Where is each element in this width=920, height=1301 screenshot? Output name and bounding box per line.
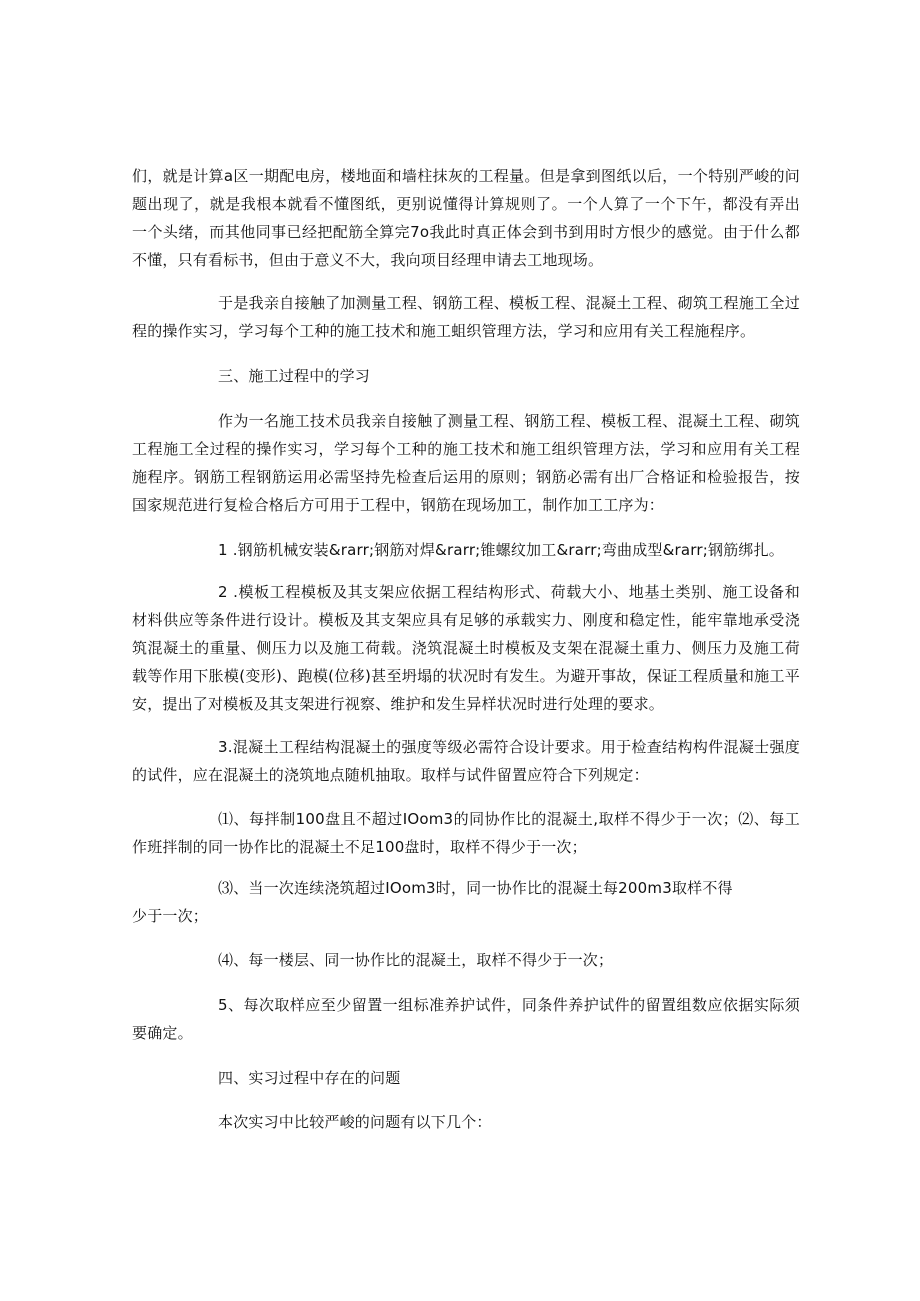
problems-intro-line: 本次实习中比较严峻的问题有以下几个： [218,1113,492,1131]
paragraph-calculation-experience: 们，就是计算a区一期配电房，楼地面和墙柱抹灰的工程量。但是拿到图纸以后，一个特别严峻的问题出现了，就是我根本就看不懂图纸，更别说懂得计算规则了。一个人算了一个下午，都没有弄出一个头绪，而其他同事已经把配筋全算完7o我此时真正体会到书到用时方恨少的感觉。由于什么都不懂，只有看标书，但由于意义不大，我向项目经理申请去工地现场。 [132,167,800,269]
sampling-rule-3-continuation: 少于一次； [132,907,209,925]
paragraph-technician-duties: 作为一名施工技术员我亲自接触了测量工程、钢筋工程、模板工程、混凝土工程、砌筑工程施工全过程的操作实习，学习每个工种的施工技术和施工组织管理方法，学习和应用有关工程施程序。钢筋工程钢筋运用必需坚持先检查后运用的原则；钢筋必需有出厂合格证和检验报告，按国家规范进行复检合格后方可用于工程中，钢筋在现场加工，制作加工工序为： [132,412,800,514]
sampling-rule-1-2: ⑴、每拌制100盘且不超过IOom3的同协作比的混凝土,取样不得少于一次；⑵、每工作班拌制的同一协作比的混凝土不足100盘时，取样不得少于一次； [132,810,800,856]
paragraph-concrete-engineering: 3.混凝土工程结构混凝土的强度等级必需符合设计要求。用于检查结构构件混凝士强度的试件，应在混凝土的浇筑地点随机抽取。取样与试件留置应符合下列规定： [132,738,800,784]
sampling-rule-3-first-line: ⑶、当一次连续浇筑超过IOom3时，同一协作比的混凝土每200m3取样不得 [218,879,733,897]
sampling-rule-4: ⑷、每一楼层、同一协作比的混凝土，取样不得少于一次； [218,951,614,969]
rebar-process-list-item: 1 .钢筋机械安装&rarr;钢筋对焊&rarr;锥螺纹加工&rarr;弯曲成型&rarr;钢筋绑扎。 [218,541,785,559]
section-heading-construction-learning: 三、施工过程中的学习 [218,367,371,385]
paragraph-formwork-engineering: 2 .模板工程模板及其支架应依据工程结构形式、荷载大小、地基土类别、施工设备和材料供应等条件进行设计。模板及其支架应具有足够的承载实力、刚度和稳定性，能牢靠地承受浇筑混凝土的重量、侧压力以及施工荷载。浇筑混凝土时模板及支架在混凝土重力、侧压力及施工荷载等作用下胀模(变形)、跑模(位移)甚至坍塌的状况时有发生。为避开事故，保证工程质量和施工平安，提出了对模板及其支架进行视察、维护和发生异样状况时进行处理的要求。 [132,583,800,713]
section-heading-practice-problems: 四、实习过程中存在的问题 [218,1069,401,1087]
sampling-rule-5: 5、每次取样应至少留置一组标准养护试件，同条件养护试件的留置组数应依据实际须要确定。 [132,996,800,1042]
paragraph-site-practice: 于是我亲自接触了加测量工程、钢筋工程、模板工程、混凝土工程、砌筑工程施工全过程的操作实习，学习每个工种的施工技术和施工蛆织管理方法，学习和应用有关工程施程序。 [132,294,800,340]
